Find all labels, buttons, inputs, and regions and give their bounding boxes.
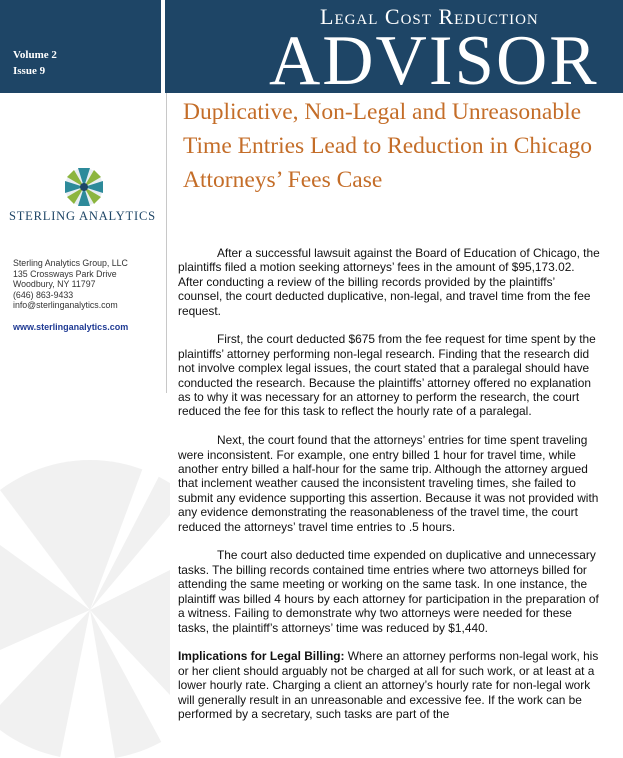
- contact-block: [13, 258, 163, 311]
- implications-paragraph: [178, 649, 600, 721]
- implications-text: Where an attorney performs non-legal work, his or her client should arguably not be charged at all for such work, or at least at a lower hourly rate. Charging a client an attorney’s hourly rate for non-legal work will generally result in an unreasonable and excessive fee. If the work can be performed by a secretary, such tasks are part of the: [178, 649, 599, 721]
- watermark-graphic: [0, 395, 170, 758]
- article-paragraph: The court also deducted time expended on duplicative and unnecessary tasks. The billing records contained time entries where two attorneys billed for attending the same meeting or working on the same task. In one instance, the plaintiff was billed 4 hours by each attorney for participation in the preparation of a witness. Failing to demonstrate why two attorneys were needed for these tasks, the plaintiff’s attorneys’ time was reduced by $1,440.: [178, 548, 599, 635]
- masthead-title: ADVISOR: [269, 22, 599, 93]
- contact-city: Woodbury, NY 11797: [13, 279, 96, 290]
- article-paragraph: After a successful lawsuit against the Board of Education of Chicago, the plaintiffs filed a motion seeking attorneys’ fees in the amount of $95,173.02. After conducting a review of the billing records provided by the plaintiffs’ counsel, the court deducted duplicative, non-legal, and travel time from the fee request.: [178, 246, 600, 318]
- volume-label: Volume 2: [13, 49, 57, 61]
- article-paragraph: Next, the court found that the attorneys’ entries for time spent traveling were inconsistent. For example, one entry billed 1 hour for travel time, while another entry billed a half-hour for the same trip. Although the attorney argued that inclement weather caused the inconsistent traveling times, she failed to submit any evidence supporting this assertion. Because it was not provided with any evidence demonstrating the reasonableness of the travel time, the court reduced the attorneys’ travel time entries to .5 hours.: [178, 433, 599, 534]
- article-paragraph: First, the court deducted $675 from the fee request for time spent by the plaintiffs’ attorney performing non-legal research. Finding that the research did not involve complex legal issues, the court stated that a paralegal should have conducted the research. Because the plaintiffs’ attorney offered no explanation as to why it was necessary for an attorney to perform the research, the court reduced the fee for this task to reflect the hourly rate of a paralegal.: [178, 332, 596, 419]
- website-link[interactable]: www.sterlinganalytics.com: [13, 322, 129, 332]
- masthead-banner: [165, 0, 623, 93]
- company-name: STERLING ANALYTICS: [9, 209, 156, 223]
- contact-email[interactable]: info@sterlinganalytics.com: [13, 300, 118, 311]
- series-title: Legal Cost Reduction: [320, 4, 539, 29]
- article-body: [178, 246, 600, 736]
- implications-label: Implications for Legal Billing:: [178, 649, 345, 664]
- contact-phone: (646) 863-9433: [13, 289, 74, 300]
- article-headline: Duplicative, Non-Legal and Unreasonable Time Entries Lead to Reduction in Chicago Attorneys’ Fees Case: [183, 99, 593, 193]
- issue-info-panel: [0, 0, 161, 93]
- column-divider: [166, 93, 167, 393]
- contact-address: 135 Crossways Park Drive: [13, 268, 117, 279]
- sterling-logo-icon: [64, 167, 104, 207]
- issue-label: Issue 9: [13, 65, 46, 77]
- contact-company: Sterling Analytics Group, LLC: [13, 258, 128, 268]
